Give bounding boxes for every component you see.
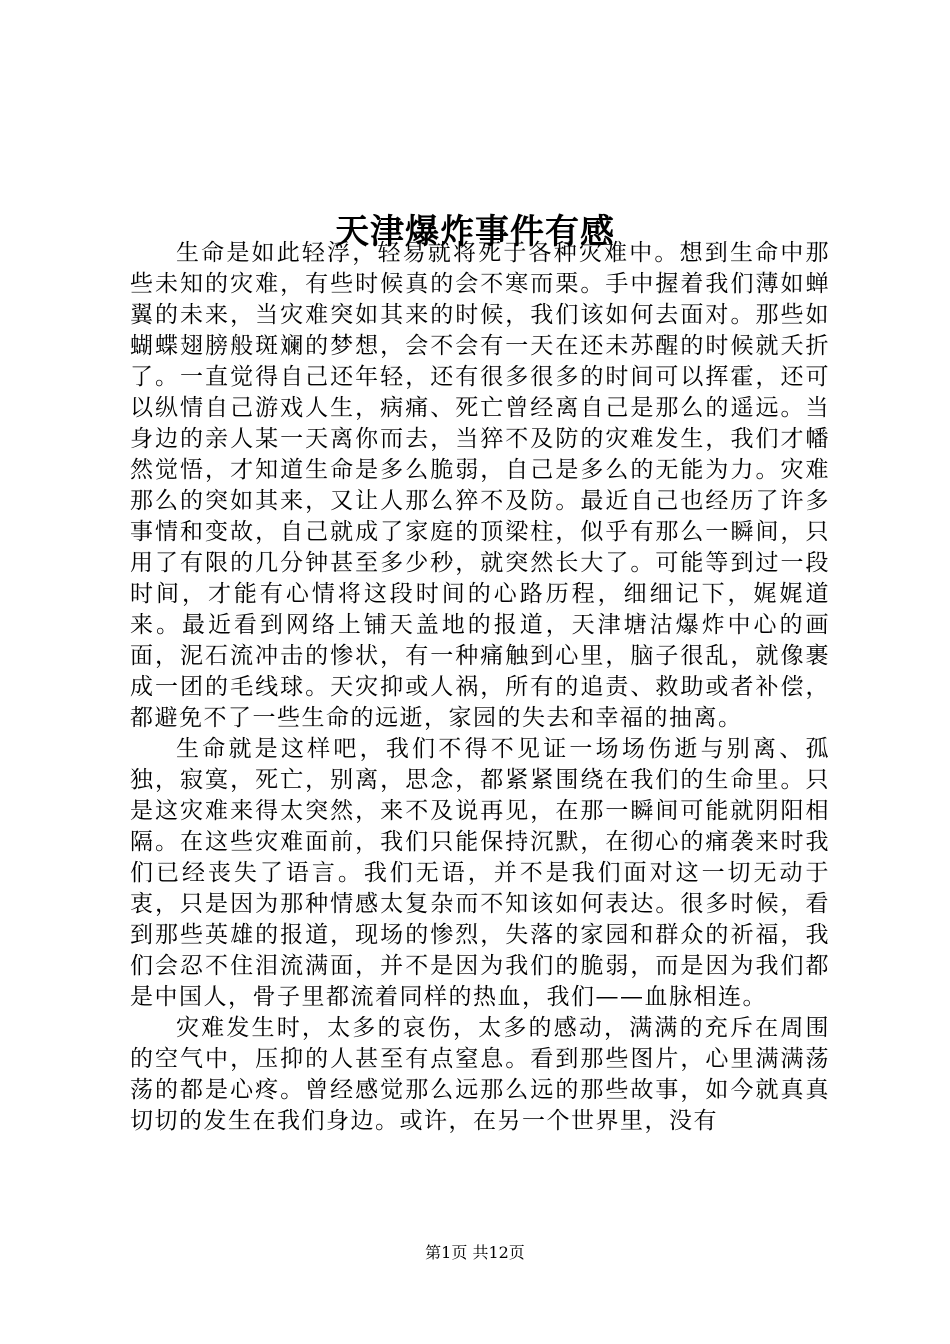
page-number-footer: 第1页 共12页	[425, 1243, 525, 1262]
document-body	[130, 238, 830, 1137]
document-title: 天津爆炸事件有感	[335, 211, 615, 252]
paragraph-3: 灾难发生时，太多的哀伤，太多的感动，满满的充斥在周围的空气中，压抑的人甚至有点窒息。看到那些图片，心里满满荡荡的都是心疼。曾经感觉那么远那么远的那些故事，如今就真真切切的发生在我们身边。或许，在另一个世界里，没有	[130, 1015, 830, 1134]
paragraph-2: 生命就是这样吧，我们不得不见证一场场伤逝与别离、孤独，寂寞，死亡，别离，思念，都紧紧围绕在我们的生命里。只是这灾难来得太突然，来不及说再见，在那一瞬间可能就阴阳相隔。在这些灾难面前，我们只能保持沉默，在彻心的痛袭来时我们已经丧失了语言。我们无语，并不是我们面对这一切无动于衷，只是因为那种情感太复杂而不知该如何表达。很多时候，看到那些英雄的报道，现场的惨烈，失落的家园和群众的祈福，我们会忍不住泪流满面，并不是因为我们的脆弱，而是因为我们都是中国人，骨子里都流着同样的热血，我们——血脉相连。	[130, 736, 830, 1010]
paragraph-1: 生命是如此轻浮，轻易就将死于各种灾难中。想到生命中那些未知的灾难，有些时候真的会不寒而栗。手中握着我们薄如蝉翼的未来，当灾难突如其来的时候，我们该如何去面对。那些如蝴蝶翅膀般斑斓的梦想，会不会有一天在还未苏醒的时候就夭折了。一直觉得自己还年轻，还有很多很多的时间可以挥霍，还可以纵情自己游戏人生，病痛、死亡曾经离自己是那么的遥远。当身边的亲人某一天离你而去，当猝不及防的灾难发生，我们才幡然觉悟，才知道生命是多么脆弱，自己是多么的无能为力。灾难那么的突如其来，又让人那么猝不及防。最近自己也经历了许多事情和变故，自己就成了家庭的顶梁柱，似乎有那么一瞬间，只用了有限的几分钟甚至多少秒，就突然长大了。可能等到过一段时间，才能有心情将这段时间的心路历程，细细记下，娓娓道来。最近看到网络上铺天盖地的报道，天津塘沽爆炸中心的画面，泥石流冲击的惨状，有一种痛触到心里，脑子很乱，就像裹成一团的毛线球。天灾抑或人祸，所有的追责、救助或者补偿，都避免不了一些生命的远逝，家园的失去和幸福的抽离。	[130, 240, 830, 731]
